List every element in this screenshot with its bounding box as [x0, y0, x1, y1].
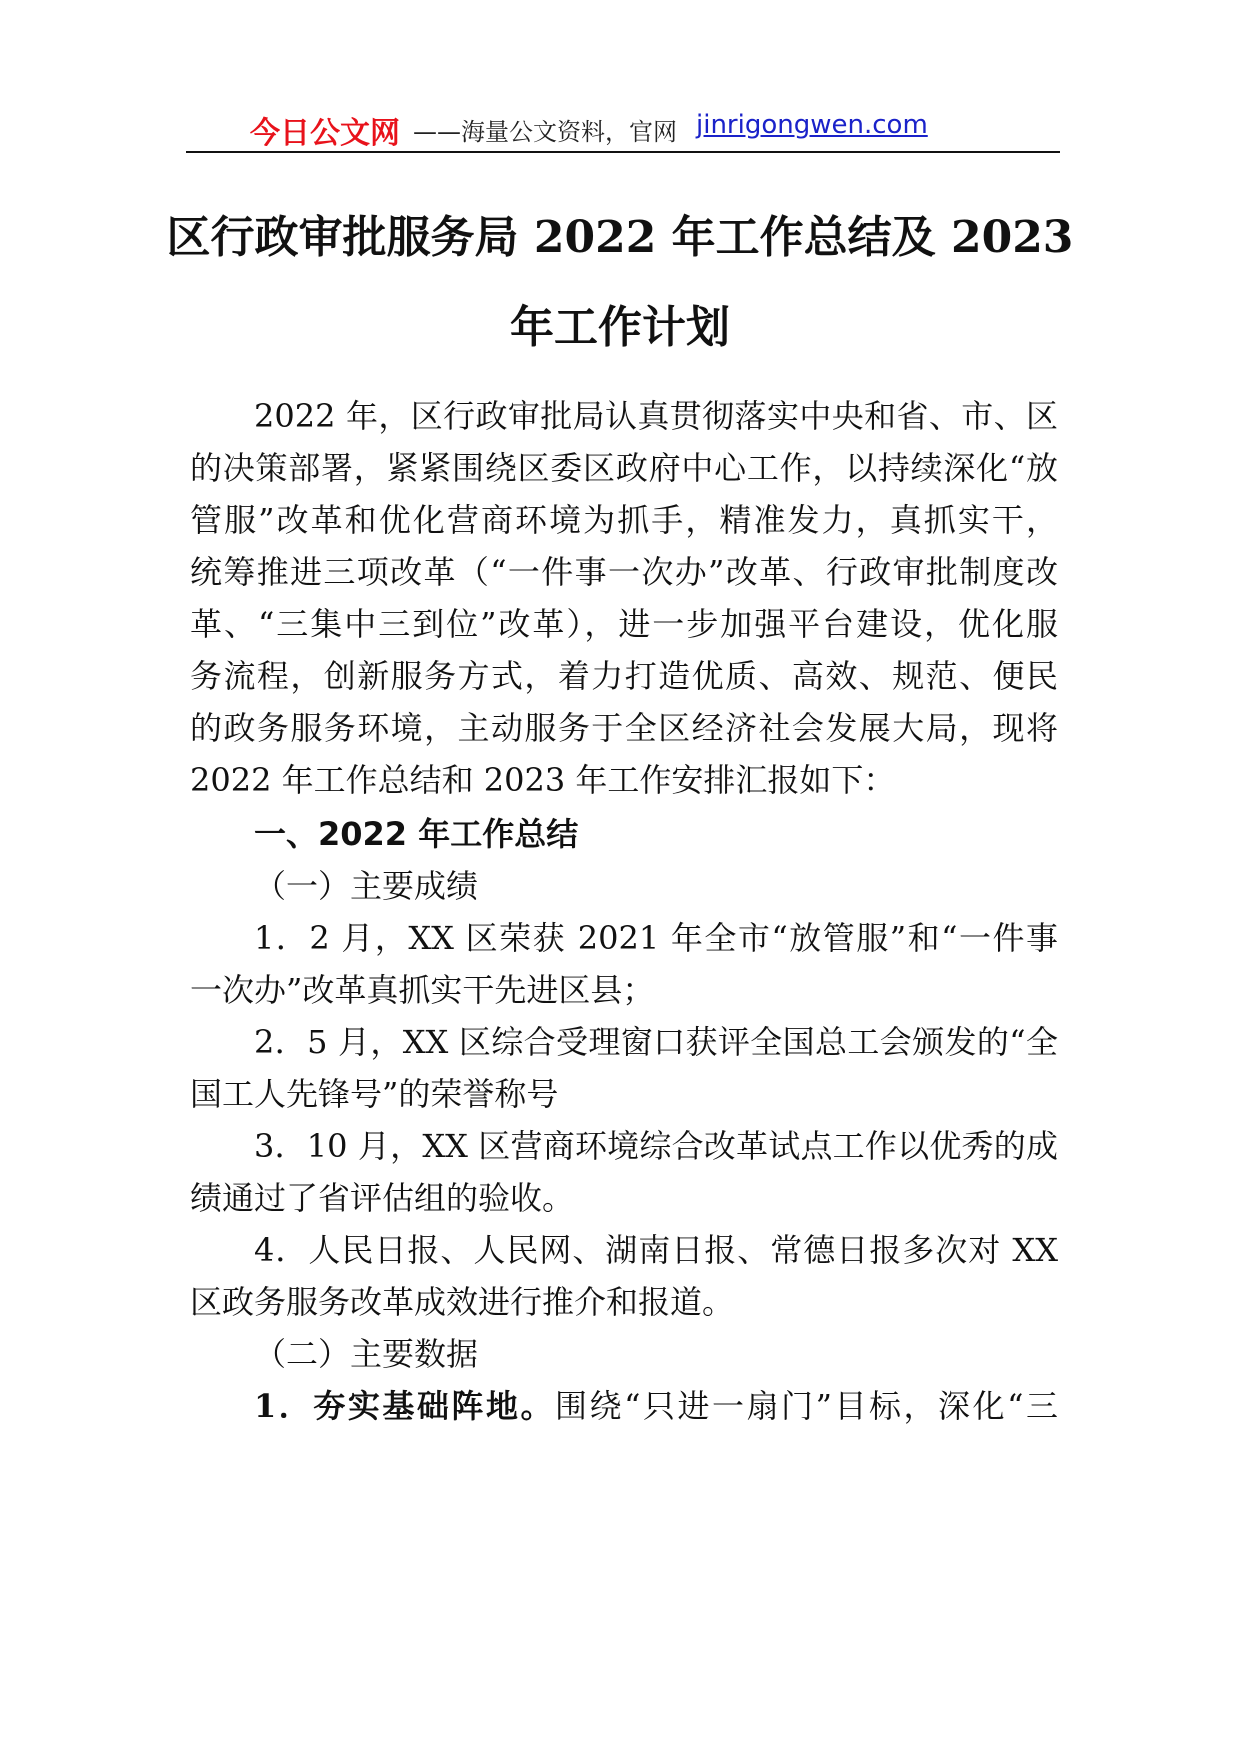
document-title-line-2: 年工作计划 — [510, 302, 730, 353]
achievement-line: 1．2 月，XX 区荣获 2021 年全市“放管服”和“一件事 — [254, 919, 1058, 957]
intro-line: 2022 年工作总结和 2023 年工作安排汇报如下： — [190, 761, 896, 799]
achievement-line: 绩通过了省评估组的验收。 — [190, 1179, 575, 1217]
page-header — [188, 104, 1060, 151]
intro-line: 革、“三集中三到位”改革），进一步加强平台建设，优化服 — [190, 605, 1058, 643]
brand-logo-text: 今日公文网 — [250, 116, 400, 151]
data-item-line — [254, 1384, 1058, 1428]
data-item-lead: 1．夯实基础阵地。 — [254, 1387, 556, 1425]
section-heading: 一、2022 年工作总结 — [254, 815, 579, 853]
intro-line: 的政务服务环境，主动服务于全区经济社会发展大局，现将 — [190, 709, 1058, 747]
website-link[interactable]: jinrigongwen.com — [696, 110, 928, 140]
header-tagline: ——海量公文资料，官网 — [413, 118, 677, 146]
data-item-text: 围绕“只进一扇门”目标，深化“三 — [555, 1387, 1058, 1425]
achievement-line: 区政务服务改革成效进行推介和报道。 — [190, 1283, 735, 1321]
subsection-heading-achievements: （一）主要成绩 — [254, 867, 479, 905]
intro-line: 务流程，创新服务方式，着力打造优质、高效、规范、便民 — [190, 657, 1058, 695]
intro-line: 统筹推进三项改革（“一件事一次办”改革、行政审批制度改 — [190, 553, 1058, 591]
intro-line: 的决策部署，紧紧围绕区委区政府中心工作，以持续深化“放 — [190, 449, 1058, 487]
achievement-line: 2．5 月，XX 区综合受理窗口获评全国总工会颁发的“全 — [254, 1023, 1058, 1061]
achievement-line: 国工人先锋号”的荣誉称号 — [190, 1075, 559, 1113]
intro-line: 管服”改革和优化营商环境为抓手，精准发力，真抓实干， — [190, 501, 1058, 539]
subsection-heading-data: （二）主要数据 — [254, 1335, 479, 1373]
achievement-line: 一次办”改革真抓实干先进区县； — [190, 971, 655, 1009]
achievement-line: 3．10 月，XX 区营商环境综合改革试点工作以优秀的成 — [254, 1127, 1058, 1165]
intro-line: 2022 年，区行政审批局认真贯彻落实中央和省、市、区 — [254, 397, 1058, 435]
header-divider — [186, 151, 1060, 153]
achievement-line: 4．人民日报、人民网、湖南日报、常德日报多次对 XX — [254, 1231, 1058, 1269]
document-title-line-1: 区行政审批服务局 2022 年工作总结及 2023 — [166, 212, 1074, 263]
